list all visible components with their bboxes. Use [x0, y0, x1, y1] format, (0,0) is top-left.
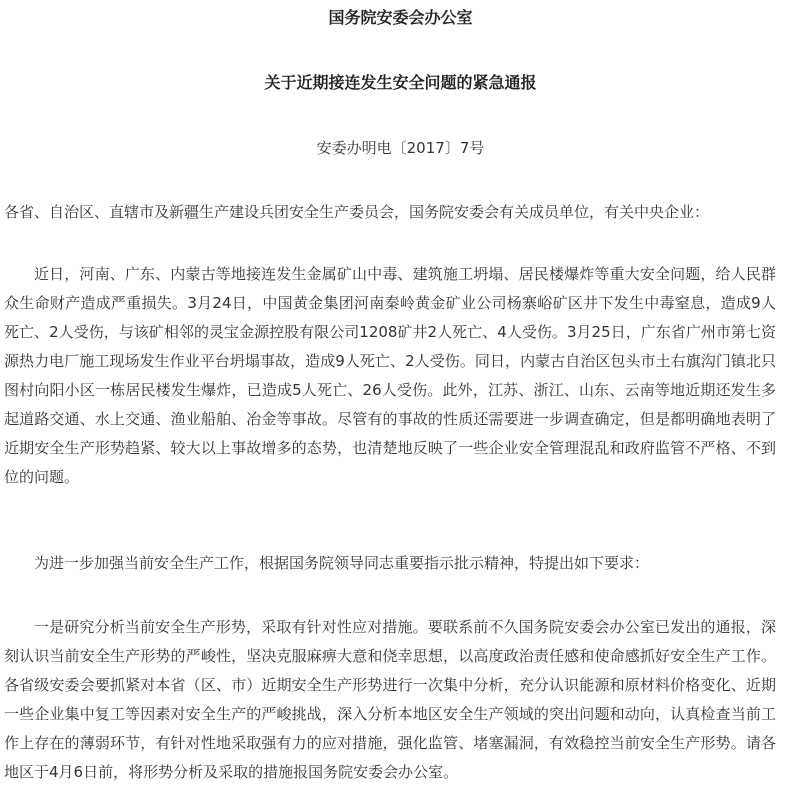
paragraph-requirement-one: 一是研究分析当前安全生产形势，采取有针对性应对措施。要联系前不久国务院安委会办公室已发出的通报，深刻认识当前安全生产形势的严峻性，坚决克服麻痹大意和侥幸思想，以高度政治责任感和使命感抓好安全生产工作。各省级安委会要抓紧对本省（区、市）近期安全生产形势进行一次集中分析，充分认识能源和原材料价格变化、近期一些企业集中复工等因素对安全生产的严峻挑战，深入分析本地区安全生产领域的突出问题和动向，认真检查当前工作上存在的薄弱环节，有针对性地采取强有力的应对措施，强化监管、堵塞漏洞，有效稳控当前安全生产形势。请各地区于4月6日前，将形势分析及采取的措施报国务院安委会办公室。	[4, 618, 776, 781]
paragraph-requirements-intro: 为进一步加强当前安全生产工作，根据国务院领导同志重要指示批示精神，特提出如下要求：	[34, 554, 650, 572]
salutation: 各省、自治区、直辖市及新疆生产建设兵团安全生产委员会，国务院安委会有关成员单位，有关中央企业：	[4, 203, 710, 221]
issuer-heading: 国务院安委会办公室	[328, 8, 473, 27]
document-number: 安委办明电〔2017〕7号	[316, 139, 485, 157]
document-title: 关于近期接连发生安全问题的紧急通报	[264, 73, 537, 92]
paragraph-incidents: 近日，河南、广东、内蒙古等地接连发生金属矿山中毒、建筑施工坍塌、居民楼爆炸等重大安全问题，给人民群众生命财产造成严重损失。3月24日，中国黄金集团河南秦岭黄金矿业公司杨寨峪矿区井下发生中毒窒息，造成9人死亡、2人受伤，与该矿相邻的灵宝金源控股有限公司1208矿井2人死亡、4人受伤。3月25日，广东省广州市第七资源热力电厂施工现场发生作业平台坍塌事故，造成9人死亡、2人受伤。同日，内蒙古自治区包头市土右旗沟门镇北只图村向阳小区一栋居民楼发生爆炸，已造成5人死亡、26人受伤。此外，江苏、浙江、山东、云南等地近期还发生多起道路交通、水上交通、渔业船舶、冶金等事故。尽管有的事故的性质还需要进一步调查确定，但是都明确地表明了近期安全生产形势趋紧、较大以上事故增多的态势，也清楚地反映了一些企业安全管理混乱和政府监管不严格、不到位的问题。	[4, 265, 776, 486]
